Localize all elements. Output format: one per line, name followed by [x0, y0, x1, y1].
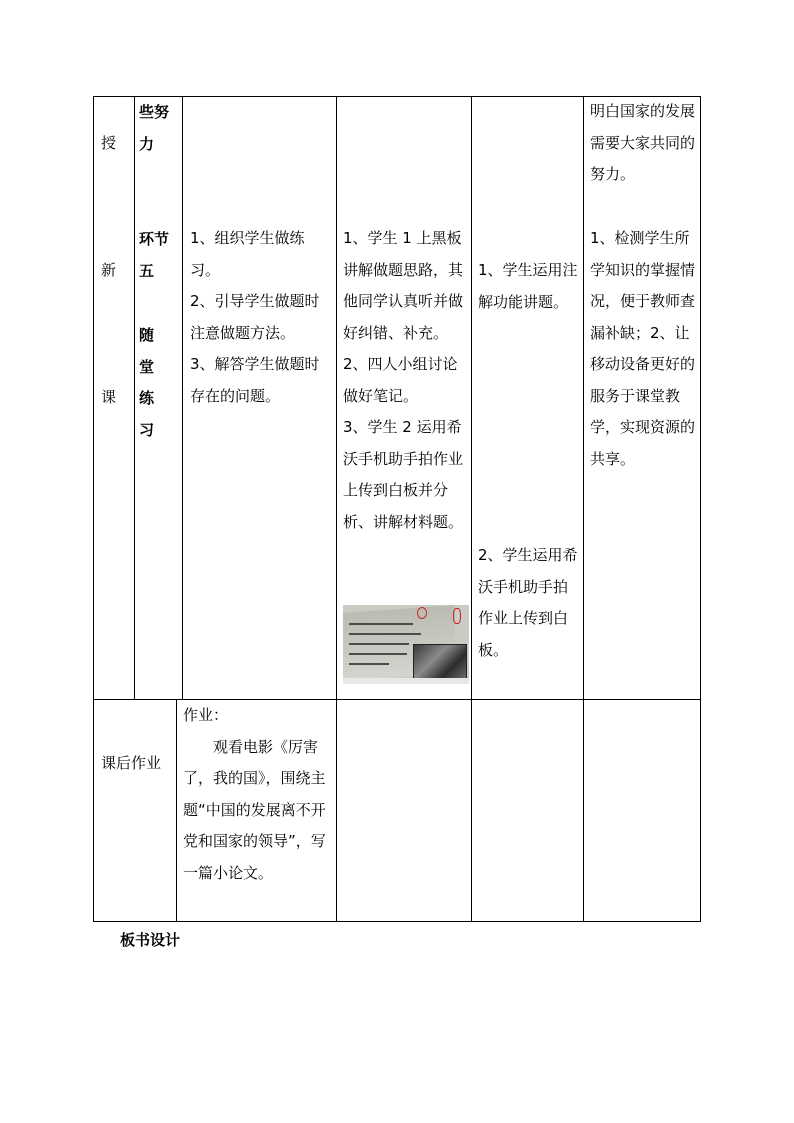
column-divider — [182, 96, 183, 700]
homework-row-label: 课后作业 — [101, 754, 162, 772]
table-bottom-border — [93, 921, 701, 922]
footer-heading: 板书设计 — [120, 931, 181, 949]
tech-use-item: 1、学生运用注解功能讲题。 — [478, 261, 578, 311]
intent-top: 明白国家的发展需要大家共同的努力。 — [590, 102, 696, 183]
section-five-line2: 随堂练习 — [139, 326, 155, 439]
table-right-border — [700, 96, 701, 922]
teacher-activity-item: 1、组织学生做练习。 — [190, 229, 305, 279]
column-divider — [134, 96, 135, 700]
teacher-activity — [190, 223, 330, 412]
photo-text-line — [349, 653, 407, 655]
section-five-line1: 环节五 — [139, 230, 170, 280]
side-label: 新 — [101, 261, 117, 279]
side-label: 课 — [101, 388, 117, 406]
teacher-activity-item: 2、引导学生做题时注意做题方法。 — [190, 292, 320, 342]
section-top-label — [139, 96, 177, 160]
column-divider — [471, 96, 472, 922]
student-activity-item: 3、学生 2 运用希沃手机助手拍作业上传到白板并分析、讲解材料题。 — [343, 418, 464, 531]
photo-text-line — [349, 663, 389, 665]
student-activity-item: 2、四人小组讨论做好笔记。 — [343, 355, 458, 405]
photo-text-line — [349, 633, 421, 635]
classroom-inset-image — [413, 644, 467, 680]
photo-text-line — [349, 623, 413, 625]
side-label: 授 — [101, 134, 117, 152]
photo-text-line — [349, 643, 409, 645]
photo-toolbar — [343, 678, 469, 684]
classroom-photo-icon — [343, 605, 469, 684]
tech-use-item: 2、学生运用希沃手机助手拍作业上传到白板。 — [478, 546, 578, 659]
section-top-text: 些努力 — [139, 103, 170, 153]
teacher-activity-item: 3、解答学生做题时存在的问题。 — [190, 355, 320, 405]
section-five-label — [139, 223, 177, 287]
student-activity-item: 1、学生 1 上黑板讲解做题思路，其他同学认真听并做好纠错、补充。 — [343, 229, 464, 342]
column-divider — [336, 96, 337, 922]
column-divider — [583, 96, 584, 922]
column-divider — [176, 699, 177, 922]
homework-content: 观看电影《厉害了，我的国》，围绕主题“中国的发展离不开党和国家的领导”，写一篇小论文。 — [183, 737, 326, 882]
homework-cell — [183, 700, 331, 889]
intent-main: 1、检测学生所学知识的掌握情况，便于教师查漏补缺；2、让移动设备更好的服务于课堂教学，实现资源的共享。 — [590, 229, 696, 468]
red-mark-icon — [417, 607, 427, 619]
section-five-title — [139, 320, 156, 446]
table-left-border — [93, 96, 94, 922]
red-mark-icon — [453, 608, 461, 624]
homework-title: 作业： — [183, 706, 229, 724]
student-activity — [343, 223, 467, 538]
